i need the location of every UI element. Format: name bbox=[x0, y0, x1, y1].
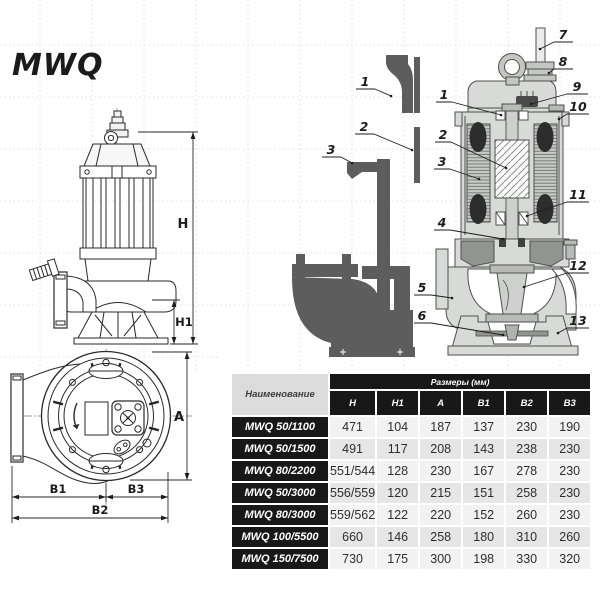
callout-1: 1 bbox=[360, 74, 370, 89]
value-cell: 278 bbox=[506, 461, 547, 481]
value-cell: 151 bbox=[463, 483, 504, 503]
installation-kit-view bbox=[292, 55, 420, 357]
value-cell: 258 bbox=[506, 483, 547, 503]
value-cell: 104 bbox=[377, 417, 418, 437]
value-cell: 230 bbox=[549, 505, 590, 525]
value-cell: 260 bbox=[506, 505, 547, 525]
pump-top-view bbox=[11, 349, 192, 523]
callout-11: 11 bbox=[569, 187, 587, 202]
base-plate bbox=[74, 338, 168, 344]
value-cell: 198 bbox=[463, 549, 504, 569]
top-bracket bbox=[84, 144, 150, 166]
value-cell: 260 bbox=[549, 527, 590, 547]
callout-1: 1 bbox=[439, 87, 449, 102]
impeller-nut bbox=[505, 325, 519, 340]
table-row bbox=[232, 505, 590, 525]
model-name: MWQ 50/1500 bbox=[232, 439, 328, 459]
value-cell: 491 bbox=[330, 439, 375, 459]
col-header-a: A bbox=[420, 391, 461, 415]
value-cell: 551/544 bbox=[330, 461, 375, 481]
table-row bbox=[232, 461, 590, 481]
callout-2: 2 bbox=[438, 127, 448, 142]
rotor bbox=[495, 140, 529, 198]
dim-b1-label: B1 bbox=[49, 482, 67, 496]
value-cell: 152 bbox=[463, 505, 504, 525]
callout-12: 12 bbox=[569, 258, 587, 273]
oil-housing-right bbox=[530, 241, 563, 266]
callout-9: 9 bbox=[572, 79, 582, 94]
value-cell: 230 bbox=[506, 417, 547, 437]
value-cell: 230 bbox=[549, 461, 590, 481]
pump-side-view bbox=[28, 108, 198, 344]
dim-b3-label: B3 bbox=[127, 482, 145, 496]
callout-13: 13 bbox=[569, 313, 587, 328]
dim-a-label: A bbox=[173, 410, 185, 425]
volute-bolt bbox=[564, 240, 577, 259]
lifting-eye bbox=[499, 54, 526, 86]
callout-3: 3 bbox=[437, 154, 447, 169]
installation-callouts bbox=[322, 74, 413, 164]
model-name: MWQ 80/2200 bbox=[232, 461, 328, 481]
name-column-header: Наименование bbox=[232, 374, 328, 415]
value-cell: 190 bbox=[549, 417, 590, 437]
value-cell: 471 bbox=[330, 417, 375, 437]
seal-housing bbox=[85, 259, 151, 281]
model-name: MWQ 50/3000 bbox=[232, 483, 328, 503]
table-row bbox=[232, 527, 590, 547]
model-name: MWQ 50/1100 bbox=[232, 417, 328, 437]
value-cell: 187 bbox=[420, 417, 461, 437]
model-name: MWQ 100/5500 bbox=[232, 527, 328, 547]
value-cell: 660 bbox=[330, 527, 375, 547]
callout-4: 4 bbox=[437, 215, 447, 230]
value-cell: 559/562 bbox=[330, 505, 375, 525]
value-cell: 215 bbox=[420, 483, 461, 503]
nameplate bbox=[85, 402, 108, 435]
discharge-flange bbox=[436, 249, 448, 309]
value-cell: 300 bbox=[420, 549, 461, 569]
callout-3: 3 bbox=[326, 142, 336, 157]
value-cell: 143 bbox=[463, 439, 504, 459]
value-cell: 310 bbox=[506, 527, 547, 547]
col-header-b3: B3 bbox=[549, 391, 590, 415]
value-cell: 238 bbox=[506, 439, 547, 459]
value-cell: 330 bbox=[506, 549, 547, 569]
lifting-eye-icon bbox=[105, 132, 118, 145]
col-header-h: H bbox=[330, 391, 375, 415]
value-cell: 137 bbox=[463, 417, 504, 437]
clamp-band bbox=[80, 248, 156, 259]
pump-cross-section bbox=[414, 27, 589, 355]
value-cell: 556/559 bbox=[330, 483, 375, 503]
dimensions-group-header: Размеры (мм) bbox=[330, 374, 590, 389]
value-cell: 220 bbox=[420, 505, 461, 525]
dim-h1-label: H1 bbox=[175, 315, 193, 329]
value-cell: 180 bbox=[463, 527, 504, 547]
callout-6: 6 bbox=[417, 308, 427, 323]
base-plate bbox=[448, 346, 578, 355]
value-cell: 117 bbox=[377, 439, 418, 459]
duckfoot-flange bbox=[292, 264, 358, 277]
table-row bbox=[232, 549, 590, 569]
coupling-elbow bbox=[386, 55, 413, 113]
value-cell: 122 bbox=[377, 505, 418, 525]
table-row bbox=[232, 417, 590, 437]
col-header-h1: H1 bbox=[377, 391, 418, 415]
value-cell: 320 bbox=[549, 549, 590, 569]
value-cell: 128 bbox=[377, 461, 418, 481]
guide-plate bbox=[414, 127, 420, 183]
value-cell: 175 bbox=[377, 549, 418, 569]
value-cell: 167 bbox=[463, 461, 504, 481]
value-cell: 230 bbox=[420, 461, 461, 481]
motor-ribs bbox=[83, 178, 153, 248]
table-header-row bbox=[232, 374, 590, 389]
value-cell: 120 bbox=[377, 483, 418, 503]
value-cell: 146 bbox=[377, 527, 418, 547]
callout-2: 2 bbox=[359, 119, 369, 134]
table-row bbox=[232, 439, 590, 459]
series-title: MWQ bbox=[12, 48, 104, 83]
value-cell: 230 bbox=[549, 439, 590, 459]
value-cell: 730 bbox=[330, 549, 375, 569]
dimensions-table bbox=[230, 372, 592, 571]
dim-h-label: H bbox=[177, 217, 189, 232]
callout-5: 5 bbox=[417, 280, 427, 295]
col-header-b1: B1 bbox=[463, 391, 504, 415]
value-cell: 230 bbox=[549, 483, 590, 503]
model-name: MWQ 150/7500 bbox=[232, 549, 328, 569]
callout-10: 10 bbox=[569, 99, 587, 114]
discharge-flange bbox=[54, 272, 67, 328]
callout-8: 8 bbox=[558, 54, 568, 69]
value-cell: 258 bbox=[420, 527, 461, 547]
col-header-b2: B2 bbox=[506, 391, 547, 415]
oil-housing-left bbox=[461, 241, 494, 266]
suction-flange bbox=[11, 374, 23, 462]
callout-7: 7 bbox=[558, 27, 568, 42]
rail-clamp bbox=[362, 266, 410, 279]
elbow-flange-plate bbox=[414, 57, 420, 113]
table-row bbox=[232, 483, 590, 503]
value-cell: 208 bbox=[420, 439, 461, 459]
model-name: MWQ 80/3000 bbox=[232, 505, 328, 525]
junction-box bbox=[112, 401, 144, 435]
dim-b2-label: B2 bbox=[91, 503, 109, 517]
